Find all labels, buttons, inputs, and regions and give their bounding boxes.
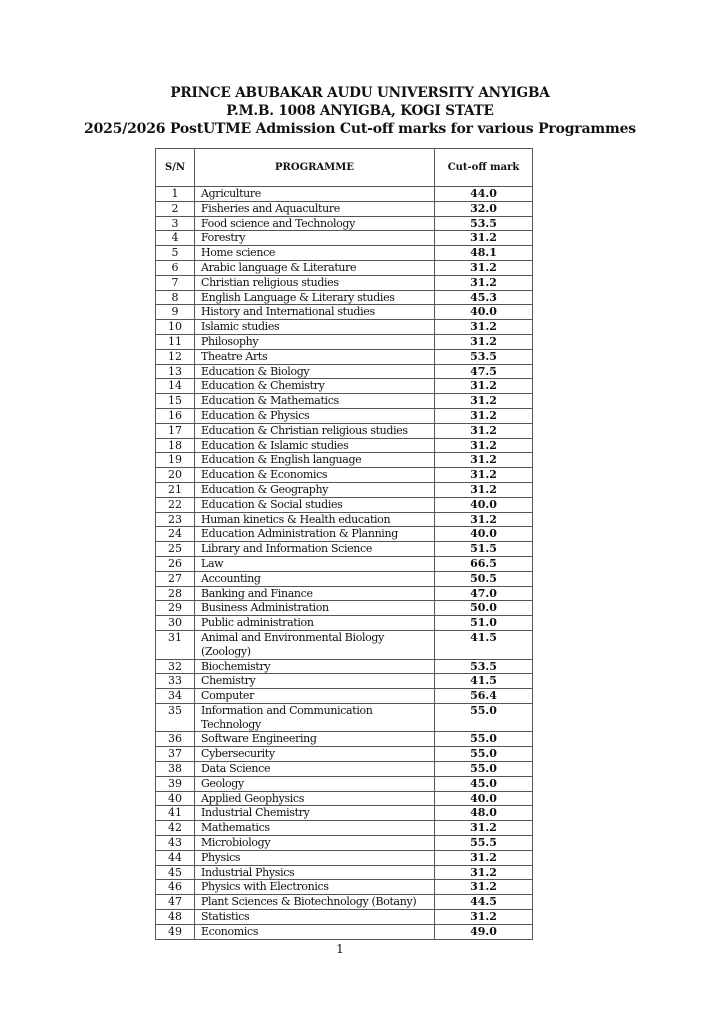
table-row — [156, 453, 533, 468]
row-cutoff-mark: 50.0 — [435, 601, 533, 616]
row-programme: Industrial Physics — [195, 865, 435, 880]
row-programme: Arabic language & Literature — [195, 260, 435, 275]
row-programme: Software Engineering — [195, 732, 435, 747]
row-sn: 4 — [156, 231, 195, 246]
university-name: PRINCE ABUBAKAR AUDU UNIVERSITY ANYIGBA — [170, 85, 550, 101]
row-cutoff-mark: 31.2 — [435, 865, 533, 880]
row-sn: 6 — [156, 260, 195, 275]
row-sn: 42 — [156, 821, 195, 836]
row-sn: 13 — [156, 364, 195, 379]
row-cutoff-mark: 31.2 — [435, 482, 533, 497]
table-row — [156, 394, 533, 409]
row-sn: 26 — [156, 556, 195, 571]
row-programme: Data Science — [195, 762, 435, 777]
document-header — [0, 84, 720, 138]
row-cutoff-mark: 41.5 — [435, 674, 533, 689]
table-row — [156, 836, 533, 851]
row-programme: Forestry — [195, 231, 435, 246]
table-row — [156, 187, 533, 202]
table-row — [156, 379, 533, 394]
table-row — [156, 674, 533, 689]
row-cutoff-mark: 40.0 — [435, 791, 533, 806]
table-row — [156, 334, 533, 349]
row-programme: Human kinetics & Health education — [195, 512, 435, 527]
row-programme: Islamic studies — [195, 320, 435, 335]
row-cutoff-mark: 31.2 — [435, 275, 533, 290]
row-cutoff-mark: 31.2 — [435, 850, 533, 865]
row-cutoff-mark: 44.0 — [435, 187, 533, 202]
table-row — [156, 821, 533, 836]
row-sn: 37 — [156, 747, 195, 762]
row-cutoff-mark: 44.5 — [435, 895, 533, 910]
row-programme: Industrial Chemistry — [195, 806, 435, 821]
cutoff-marks-table — [155, 148, 533, 940]
row-programme: Education Administration & Planning — [195, 527, 435, 542]
row-programme: Fisheries and Aquaculture — [195, 201, 435, 216]
row-programme: Education & Christian religious studies — [195, 423, 435, 438]
table-row — [156, 468, 533, 483]
row-programme: Home science — [195, 246, 435, 261]
table-row — [156, 601, 533, 616]
row-cutoff-mark: 49.0 — [435, 924, 533, 939]
row-sn: 5 — [156, 246, 195, 261]
row-cutoff-mark: 31.2 — [435, 379, 533, 394]
table-row — [156, 408, 533, 423]
table-row — [156, 659, 533, 674]
row-sn: 12 — [156, 349, 195, 364]
row-sn: 28 — [156, 586, 195, 601]
table-row — [156, 791, 533, 806]
row-sn: 45 — [156, 865, 195, 880]
row-cutoff-mark: 55.0 — [435, 762, 533, 777]
table-row — [156, 231, 533, 246]
row-sn: 35 — [156, 703, 195, 732]
row-programme: Physics with Electronics — [195, 880, 435, 895]
row-sn: 25 — [156, 542, 195, 557]
table-row — [156, 924, 533, 939]
row-programme: History and International studies — [195, 305, 435, 320]
table-row — [156, 542, 533, 557]
row-sn: 48 — [156, 910, 195, 925]
row-programme: Education & Chemistry — [195, 379, 435, 394]
row-cutoff-mark: 55.5 — [435, 836, 533, 851]
table-row — [156, 747, 533, 762]
row-sn: 46 — [156, 880, 195, 895]
row-sn: 19 — [156, 453, 195, 468]
row-sn: 39 — [156, 776, 195, 791]
row-programme: Accounting — [195, 571, 435, 586]
row-cutoff-mark: 31.2 — [435, 512, 533, 527]
row-cutoff-mark: 31.2 — [435, 468, 533, 483]
row-sn: 38 — [156, 762, 195, 777]
column-header-cutoff-mark: Cut-off mark — [435, 149, 533, 187]
table-row — [156, 275, 533, 290]
row-cutoff-mark: 31.2 — [435, 408, 533, 423]
row-cutoff-mark: 47.5 — [435, 364, 533, 379]
row-sn: 31 — [156, 630, 195, 659]
row-cutoff-mark: 55.0 — [435, 747, 533, 762]
row-cutoff-mark: 53.5 — [435, 349, 533, 364]
row-programme: Animal and Environmental Biology (Zoology) — [195, 630, 435, 659]
table-row — [156, 850, 533, 865]
row-cutoff-mark: 51.5 — [435, 542, 533, 557]
row-sn: 36 — [156, 732, 195, 747]
row-programme: Education & Islamic studies — [195, 438, 435, 453]
table-row — [156, 689, 533, 704]
table-row — [156, 201, 533, 216]
table-row — [156, 482, 533, 497]
row-programme: Economics — [195, 924, 435, 939]
table-row — [156, 246, 533, 261]
row-sn: 23 — [156, 512, 195, 527]
row-programme: Law — [195, 556, 435, 571]
row-cutoff-mark: 48.0 — [435, 806, 533, 821]
table-row — [156, 216, 533, 231]
table-row — [156, 512, 533, 527]
row-programme: Biochemistry — [195, 659, 435, 674]
row-sn: 10 — [156, 320, 195, 335]
row-programme: Library and Information Science — [195, 542, 435, 557]
row-cutoff-mark: 40.0 — [435, 527, 533, 542]
row-sn: 24 — [156, 527, 195, 542]
row-cutoff-mark: 31.2 — [435, 438, 533, 453]
row-programme: Physics — [195, 850, 435, 865]
row-cutoff-mark: 32.0 — [435, 201, 533, 216]
row-programme: Agriculture — [195, 187, 435, 202]
table-row — [156, 438, 533, 453]
table-row — [156, 776, 533, 791]
row-cutoff-mark: 45.0 — [435, 776, 533, 791]
row-programme: Microbiology — [195, 836, 435, 851]
row-programme: Business Administration — [195, 601, 435, 616]
row-programme: Applied Geophysics — [195, 791, 435, 806]
column-header-programme: PROGRAMME — [195, 149, 435, 187]
row-cutoff-mark: 31.2 — [435, 453, 533, 468]
row-programme: English Language & Literary studies — [195, 290, 435, 305]
table-row — [156, 880, 533, 895]
row-cutoff-mark: 47.0 — [435, 586, 533, 601]
row-sn: 32 — [156, 659, 195, 674]
table-row — [156, 290, 533, 305]
row-cutoff-mark: 31.2 — [435, 394, 533, 409]
table-row — [156, 806, 533, 821]
table-row — [156, 305, 533, 320]
row-programme: Mathematics — [195, 821, 435, 836]
row-cutoff-mark: 45.3 — [435, 290, 533, 305]
row-programme: Computer — [195, 689, 435, 704]
row-sn: 17 — [156, 423, 195, 438]
row-sn: 41 — [156, 806, 195, 821]
row-cutoff-mark: 53.5 — [435, 659, 533, 674]
row-programme: Education & Economics — [195, 468, 435, 483]
row-programme: Public administration — [195, 616, 435, 631]
row-sn: 22 — [156, 497, 195, 512]
table-row — [156, 762, 533, 777]
row-sn: 43 — [156, 836, 195, 851]
row-cutoff-mark: 51.0 — [435, 616, 533, 631]
row-programme: Food science and Technology — [195, 216, 435, 231]
table-row — [156, 364, 533, 379]
row-sn: 44 — [156, 850, 195, 865]
table-row — [156, 260, 533, 275]
row-programme: Chemistry — [195, 674, 435, 689]
row-programme: Education & Biology — [195, 364, 435, 379]
row-sn: 11 — [156, 334, 195, 349]
row-cutoff-mark: 31.2 — [435, 880, 533, 895]
row-sn: 15 — [156, 394, 195, 409]
row-sn: 20 — [156, 468, 195, 483]
page-number: 1 — [336, 942, 344, 956]
row-cutoff-mark: 66.5 — [435, 556, 533, 571]
row-sn: 47 — [156, 895, 195, 910]
row-sn: 18 — [156, 438, 195, 453]
row-sn: 14 — [156, 379, 195, 394]
row-cutoff-mark: 41.5 — [435, 630, 533, 659]
row-programme: Philosophy — [195, 334, 435, 349]
table-row — [156, 630, 533, 659]
row-programme: Plant Sciences & Biotechnology (Botany) — [195, 895, 435, 910]
row-cutoff-mark: 31.2 — [435, 231, 533, 246]
row-cutoff-mark: 40.0 — [435, 497, 533, 512]
table-row — [156, 423, 533, 438]
row-sn: 30 — [156, 616, 195, 631]
table-row — [156, 349, 533, 364]
row-cutoff-mark: 31.2 — [435, 334, 533, 349]
table-row — [156, 320, 533, 335]
row-programme: Education & English language — [195, 453, 435, 468]
row-programme: Education & Geography — [195, 482, 435, 497]
row-cutoff-mark: 48.1 — [435, 246, 533, 261]
row-cutoff-mark: 53.5 — [435, 216, 533, 231]
row-cutoff-mark: 55.0 — [435, 703, 533, 732]
row-programme: Statistics — [195, 910, 435, 925]
document-title: 2025/2026 PostUTME Admission Cut-off marks for various Programmes — [84, 121, 636, 137]
row-cutoff-mark: 31.2 — [435, 821, 533, 836]
row-sn: 27 — [156, 571, 195, 586]
table-header-row — [156, 149, 533, 187]
row-cutoff-mark: 50.5 — [435, 571, 533, 586]
row-cutoff-mark: 31.2 — [435, 910, 533, 925]
row-sn: 34 — [156, 689, 195, 704]
row-programme: Christian religious studies — [195, 275, 435, 290]
row-cutoff-mark: 56.4 — [435, 689, 533, 704]
column-header-sn: S/N — [156, 149, 195, 187]
table-row — [156, 571, 533, 586]
table-body — [156, 187, 533, 940]
university-address: P.M.B. 1008 ANYIGBA, KOGI STATE — [226, 103, 494, 119]
row-cutoff-mark: 31.2 — [435, 260, 533, 275]
row-sn: 49 — [156, 924, 195, 939]
row-programme: Education & Mathematics — [195, 394, 435, 409]
row-programme: Geology — [195, 776, 435, 791]
row-programme: Theatre Arts — [195, 349, 435, 364]
row-cutoff-mark: 31.2 — [435, 320, 533, 335]
table-row — [156, 616, 533, 631]
row-sn: 16 — [156, 408, 195, 423]
table-row — [156, 732, 533, 747]
row-cutoff-mark: 55.0 — [435, 732, 533, 747]
row-cutoff-mark: 40.0 — [435, 305, 533, 320]
row-sn: 1 — [156, 187, 195, 202]
row-sn: 33 — [156, 674, 195, 689]
row-programme: Banking and Finance — [195, 586, 435, 601]
row-programme: Cybersecurity — [195, 747, 435, 762]
row-sn: 9 — [156, 305, 195, 320]
table-row — [156, 910, 533, 925]
row-sn: 8 — [156, 290, 195, 305]
row-sn: 2 — [156, 201, 195, 216]
table-row — [156, 865, 533, 880]
table-row — [156, 497, 533, 512]
row-cutoff-mark: 31.2 — [435, 423, 533, 438]
table-row — [156, 586, 533, 601]
row-sn: 29 — [156, 601, 195, 616]
row-programme: Education & Physics — [195, 408, 435, 423]
table-row — [156, 556, 533, 571]
table-row — [156, 895, 533, 910]
row-programme: Education & Social studies — [195, 497, 435, 512]
row-programme: Information and Communication Technology — [195, 703, 435, 732]
table-row — [156, 527, 533, 542]
row-sn: 3 — [156, 216, 195, 231]
row-sn: 40 — [156, 791, 195, 806]
table-row — [156, 703, 533, 732]
row-sn: 21 — [156, 482, 195, 497]
row-sn: 7 — [156, 275, 195, 290]
